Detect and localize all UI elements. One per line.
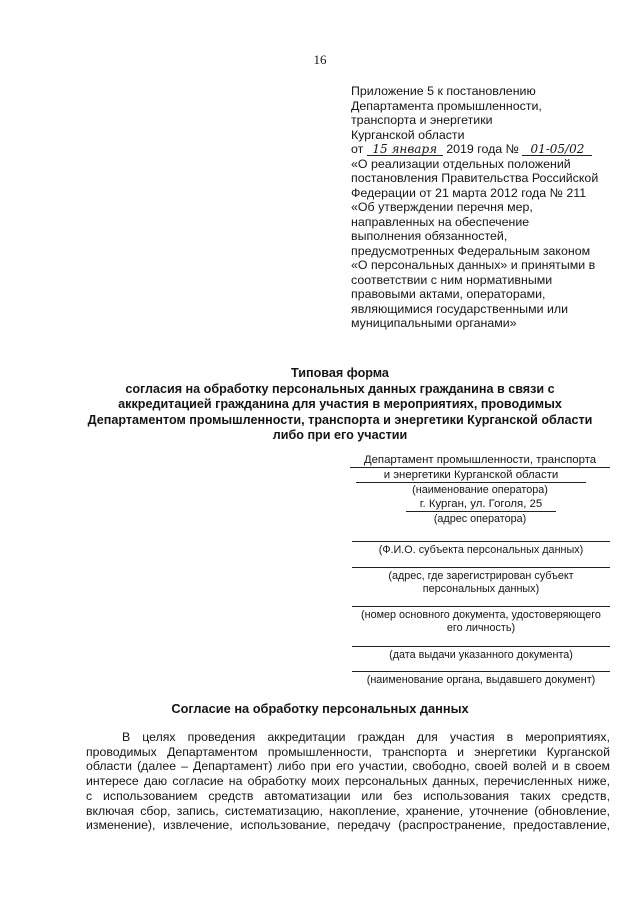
body-line: проводимых Департаментом промышленности, транспорта и энергетики Курганской	[86, 744, 610, 759]
field-caption: (номер основного документа, удостоверяющего его личность)	[361, 609, 601, 634]
body-line: изменение), извлечение, использование, передачу (распространение, предоставление,	[86, 818, 610, 833]
field-caption: (дата выдачи указанного документа)	[389, 649, 573, 661]
form-title	[60, 366, 620, 444]
document-number-line	[352, 606, 610, 607]
body-line: включая сбор, запись, систематизацию, накопление, хранение, уточнение (обновление,	[86, 803, 610, 818]
operator-name-caption: (наименование оператора)	[412, 484, 548, 496]
appendix-header	[351, 84, 613, 331]
issue-date-field	[352, 646, 610, 662]
title-line: Департаментом промышленности, транспорта и энергетики Курганской области	[87, 412, 593, 427]
handwritten-date: 15 января	[367, 143, 443, 156]
field-caption: (Ф.И.О. субъекта персональных данных)	[378, 544, 584, 556]
appendix-line: направленных на обеспечение	[351, 214, 530, 229]
body-line: с использованием средств автоматизации или без использования таких средств,	[86, 788, 610, 803]
appendix-line: Приложение 5 к постановлению	[351, 84, 536, 98]
appendix-line: Курганской области	[351, 127, 465, 142]
consent-body	[86, 730, 610, 833]
appendix-line: «О персональных данных» и принятыми в	[351, 258, 596, 272]
body-line: области (далее – Департамент) либо при его участии, свободно, своей волей и в своем	[86, 759, 610, 774]
body-line: интересе даю согласие на обработку моих персональных данных, перечисленных ниже,	[86, 774, 610, 789]
title-line: аккредитацией гражданина для участия в мероприятиях, проводимых	[118, 397, 562, 412]
subject-address-field	[352, 567, 610, 596]
operator-block	[350, 453, 610, 526]
issuing-authority-line	[352, 671, 610, 672]
appendix-line: транспорта и энергетики	[351, 113, 493, 127]
operator-address-caption: (адрес оператора)	[433, 513, 527, 525]
operator-name-line1: Департамент промышленности, транспорта	[350, 453, 610, 468]
title-line: либо при его участии	[272, 428, 408, 443]
year-text: 2019 года №	[446, 142, 519, 156]
appendix-line: предусмотренных Федеральным законом	[351, 243, 591, 258]
page-number: 16	[313, 52, 327, 67]
field-caption: (наименование органа, выдавшего документ)	[366, 674, 596, 686]
subject-name-field	[352, 541, 610, 557]
issuing-authority-field	[352, 671, 610, 687]
appendix-line: выполнения обязанностей,	[351, 229, 508, 243]
appendix-line: Департамента промышленности,	[351, 98, 542, 113]
appendix-line: соответствии с ним нормативными	[351, 272, 553, 287]
handwritten-number: 01-05/02	[522, 143, 592, 156]
appendix-line: «О реализации отдельных положений	[351, 156, 571, 171]
appendix-line: являющимися государственными или	[351, 301, 569, 316]
appendix-line: Федерации от 21 марта 2012 года № 211	[351, 185, 587, 200]
subject-name-line	[352, 541, 610, 542]
issue-date-line	[352, 646, 610, 647]
field-caption: (адрес, где зарегистрирован субъект персональных данных)	[388, 570, 574, 595]
appendix-line: постановления Правительства Российской	[351, 171, 599, 185]
appendix-line: «Об утверждении перечня мер,	[351, 200, 533, 214]
operator-name-line2: и энергетики Курганской области	[356, 468, 586, 483]
title-line: согласия на обработку персональных данных гражданина в связи с	[125, 381, 555, 396]
title-line: Типовая форма	[291, 366, 389, 380]
subject-address-line	[352, 567, 610, 568]
date-prefix: от	[351, 142, 364, 156]
appendix-line: правовыми актами, операторами,	[351, 287, 546, 301]
appendix-date-line	[351, 142, 613, 157]
document-number-field	[352, 606, 610, 635]
operator-address: г. Курган, ул. Гоголя, 25	[406, 497, 556, 512]
consent-section-title: Согласие на обработку персональных данных	[171, 701, 469, 716]
appendix-line: муниципальными органами»	[351, 316, 517, 330]
body-line: В целях проведения аккредитации граждан для участия в мероприятиях,	[122, 730, 610, 744]
